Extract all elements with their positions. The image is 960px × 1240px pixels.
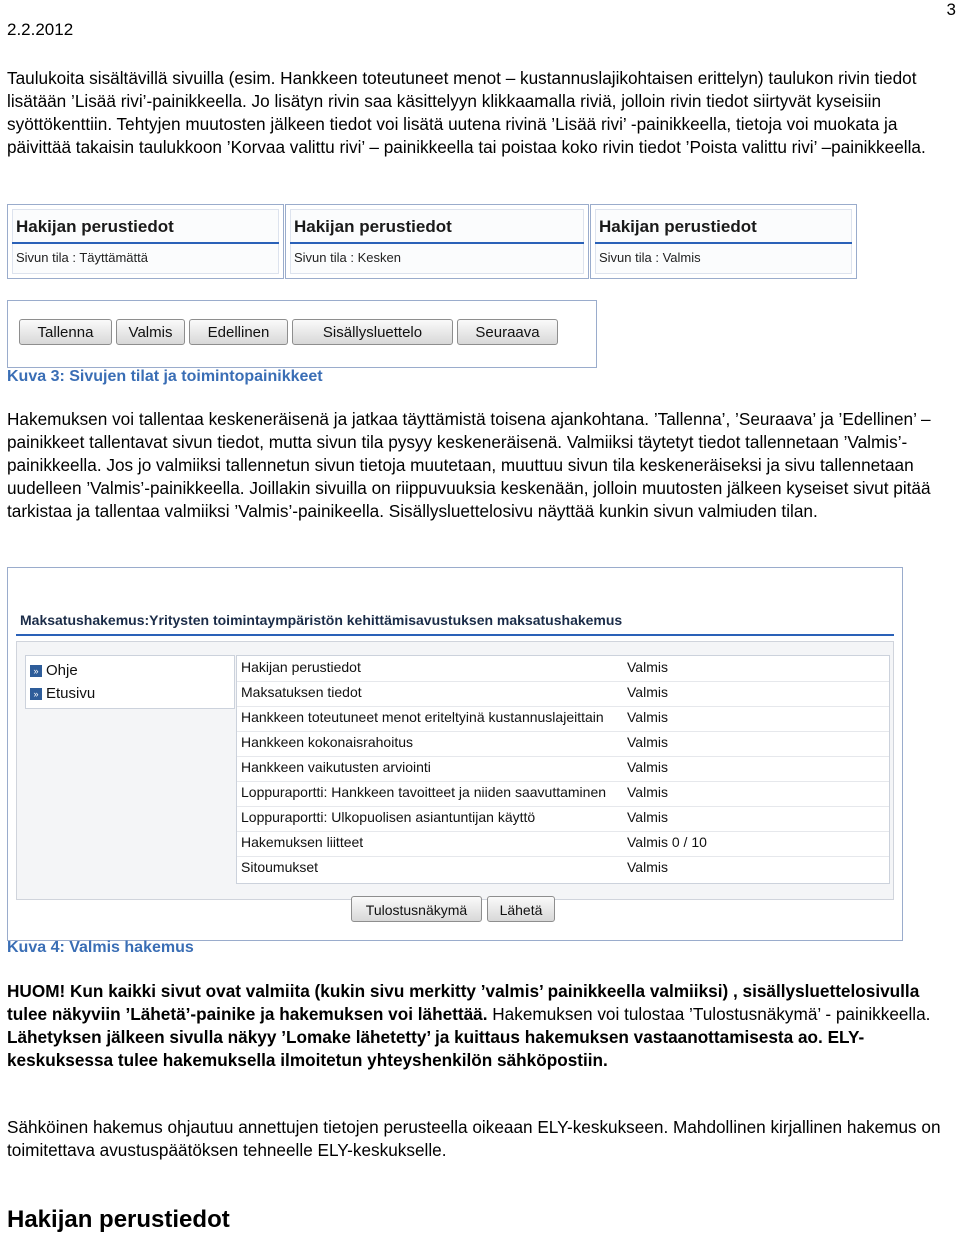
document-date: 2.2.2012: [7, 20, 74, 39]
send-button[interactable]: Lähetä: [487, 896, 555, 922]
paragraph-saving: Hakemuksen voi tallentaa keskeneräisenä ja jatkaa täyttämistä toisena ajankohtana. ’Tallenna’, ’Seuraava’ ja ’Edellinen’ – painikkeet tallentavat sivun tiedot, mutta sivun tila pysyy keskeneräisenä. Valmiiksi täytetyt tiedot tallennetaan ’Valmis’-painikkeella. Jos jo valmiiksi tallennetun sivun tietoja muutetaan, muuttuu sivun tila keskeneräiseksi ja sivu tallennetaan uudelleen ’Valmis’-painikkeella. Joillakin sivuilla on riippuvuuksia keskenään, jolloin muutosten jälkeen kyseiset sivut pitää tarkistaa ja tallentaa valmiiksi ’Valmis’-painikeella. Sisällysluettelosivu näyttää kunkin sivun valmiuden tilan.: [7, 409, 931, 521]
double-chevron-icon: »: [30, 688, 42, 700]
list-item[interactable]: Hankkeen toteutuneet menot eriteltyinä kustannuslajeittain Valmis: [237, 706, 889, 732]
list-item[interactable]: Loppuraportti: Ulkopuolisen asiantuntijan käyttö Valmis: [237, 806, 889, 832]
double-chevron-icon: »: [30, 665, 42, 677]
page-status-list: [236, 655, 890, 884]
panel-title: Hakijan perustiedot: [599, 217, 757, 236]
list-item[interactable]: Hankkeen kokonaisrahoitus Valmis: [237, 731, 889, 757]
panel-title: Hakijan perustiedot: [294, 217, 452, 236]
panel-status: Sivun tila : Valmis: [599, 250, 701, 265]
application-title: Maksatushakemus:Yritysten toimintaympäristön kehittämisavustuksen maksatushakemus: [20, 612, 623, 628]
application-overview-screenshot: [7, 567, 903, 941]
list-item[interactable]: Hakijan perustiedot Valmis: [237, 656, 889, 682]
action-button-bar: [7, 300, 597, 368]
list-item[interactable]: Hakemuksen liitteet Valmis 0 / 10: [237, 831, 889, 857]
paragraph-routing: Sähköinen hakemus ohjautuu annettujen tietojen perusteella oikeaan ELY-keskukseen. Mahdollinen kirjallinen hakemus on toimitettava avustuspäätöksen tehneelle ELY-keskukselle.: [7, 1117, 941, 1160]
figure4-caption: Kuva 4: Valmis hakemus: [7, 939, 194, 956]
status-panel-ready: [590, 204, 857, 279]
panel-status: Sivun tila : Kesken: [294, 250, 401, 265]
figure3-caption: Kuva 3: Sivujen tilat ja toimintopainikkeet: [7, 368, 323, 385]
paragraph-table-rows: Taulukoita sisältävillä sivuilla (esim. Hankkeen toteutuneet menot – kustannuslajikohtaisen erittelyn) taulukon rivin tiedot lisätään ’Lisää rivi’-painikkeella. Jo lisätyn rivin saa käsittelyyn klikkaamalla riviä, jolloin rivin tiedot siirtyvät kyseisiin syöttökenttiin. Tehtyjen muutosten jälkeen tiedot voi lisätä uutena rivinä ’Lisää rivi’ -painikkeella, tietoja voi muokata ja päivittää takaisin taulukkoon ’Korvaa valittu rivi’ – painikkeella tai poistaa koko rivin tiedot ’Poista valittu rivi’ –painikkeella.: [7, 68, 926, 157]
status-panel-in-progress: [285, 204, 589, 279]
side-navigation: [25, 655, 235, 709]
next-button[interactable]: Seuraava: [457, 319, 558, 345]
status-panel-unfilled: [7, 204, 284, 279]
panel-status: Sivun tila : Täyttämättä: [16, 250, 148, 265]
page-number: 3: [946, 0, 956, 19]
nav-item-help[interactable]: » Ohje: [30, 662, 78, 679]
list-item[interactable]: Sitoumukset Valmis: [241, 859, 668, 875]
note-bold-1: HUOM! Kun kaikki sivut ovat valmiita (kukin sivu merkitty ’valmis’ painikkeella valmiiksi) , sisällysluettelosivulla tulee näkyviin ’Lähetä’-painike ja hakemuksen voi lähettää.: [7, 981, 920, 1024]
note-bold-2: Lähetyksen jälkeen sivulla näkyy ’Lomake lähetetty’ ja kuittaus hakemuksen vastaanottamisesta ao. ELY-keskuksessa tulee hakemuksella ilmoitetun yhteyshenkilön sähköpostiin.: [7, 1027, 865, 1070]
paragraph-note: [7, 980, 952, 1072]
list-item[interactable]: Maksatuksen tiedot Valmis: [237, 681, 889, 707]
nav-item-home[interactable]: » Etusivu: [30, 685, 95, 702]
section-heading: Hakijan perustiedot: [7, 1206, 230, 1233]
save-button[interactable]: Tallenna: [19, 319, 112, 345]
panel-title: Hakijan perustiedot: [16, 217, 174, 236]
previous-button[interactable]: Edellinen: [189, 319, 288, 345]
list-item[interactable]: Hankkeen vaikutusten arviointi Valmis: [237, 756, 889, 782]
ready-button[interactable]: Valmis: [116, 319, 185, 345]
list-item[interactable]: Loppuraportti: Hankkeen tavoitteet ja niiden saavuttaminen Valmis: [237, 781, 889, 807]
note-normal: Hakemuksen voi tulostaa ’Tulostusnäkymä’ - painikkeella.: [487, 1004, 931, 1024]
print-view-button[interactable]: Tulostusnäkymä: [351, 896, 482, 922]
table-of-contents-button[interactable]: Sisällysluettelo: [292, 319, 453, 345]
